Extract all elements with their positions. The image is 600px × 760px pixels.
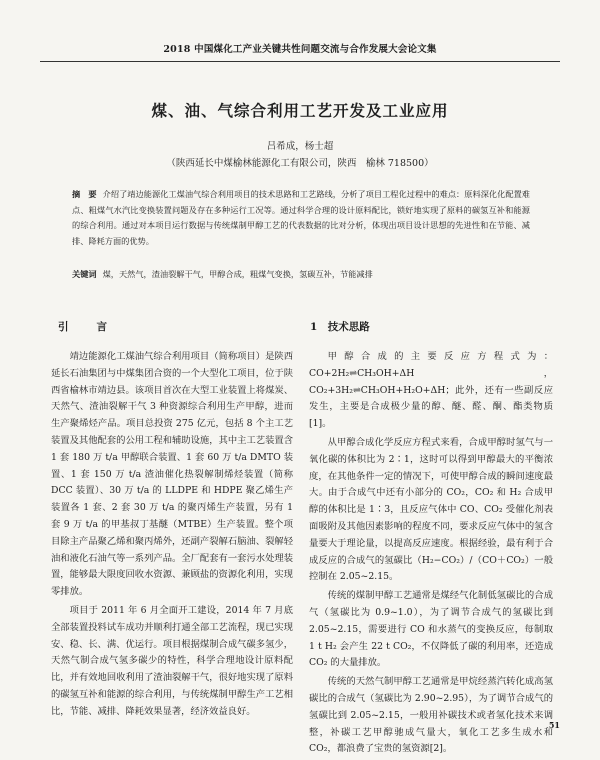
intro-heading-part1: 引: [58, 321, 69, 333]
page-number: 51: [548, 720, 560, 730]
section-heading-introduction: [58, 319, 107, 334]
abstract-label: 摘 要: [72, 189, 97, 199]
section-heading-technical-approach: 1 技术思路: [310, 321, 370, 333]
affiliation: （陕西延长中煤榆林能源化工有限公司，陕西 榆林 718500）: [166, 158, 434, 169]
paragraph: 靖边能源化工煤油气综合利用项目（简称项目）是陕西延长石油集团与中煤集团合资的一个大型化工项目，位于陕西省榆林市靖边县。该项目首次在大型工业装置上将煤炭、天然气、渣油裂解干气 3 种资源综合利用生产甲醇，进而生产聚烯烃产品。项目总投资 275 亿元，包括 8 个主工艺装置及其他配套的公用工程和辅助设施，其中主工艺装置含 1 套 180 万 t/a 甲醇联合装置、1 套 60 万 t/a DMTO 装置、1 套 150 万 t/a 渣油催化热裂解制烯烃装置（简称 DCC 装置）、30 万 t/a 的 LLDPE 和 HDPE 聚乙烯生产装置各 1 套、2 套 30 万 t/a 的聚丙烯生产装置，另有 1 套 9 万 t/a 的甲基叔丁基醚（MTBE）生产装置。整个项目除主产品聚乙烯和聚丙烯外，还副产裂解石脑油、裂解轻油和液化石油气等一系列产品。全厂配套有一套污水处理装置，能够最大限度回收水资源、兼顾盐的资源化利用，实现零排放。: [51, 351, 293, 598]
running-header: 2018 中国煤化工产业关键共性问题交流与合作发展大会论文集: [163, 44, 437, 55]
technical-approach-column: [309, 349, 553, 760]
paper-title: 煤、油、气综合利用工艺开发及工业应用: [151, 101, 449, 120]
paragraph: 从甲醇合成化学反应方程式来看，合成甲醇时氢气与一氧化碳的体积比为 2∶1，这时可以得到甲醇最大的平衡浓度，在其他条件一定的情况下，可使甲醇合成的瞬间速度最大。由于合成气中还有小部分的 CO₂，CO₂ 和 H₂ 合成甲醇的体积比是 1∶3，且反应气体中 CO、CO₂ 受催化剂表面吸附及其他因素影响的程度不同，要求反应气体中的氢含量要大于理论量，以提高反应速度。根据经验，最有利于合成反应的合成气的氢碳比（H₂−CO₂）/（CO＋CO₂）一般控制在 2.05~2.15。: [309, 436, 553, 583]
authors: 吕希成，杨士超: [266, 141, 334, 152]
abstract: [72, 187, 530, 249]
keywords-label: 关键词: [72, 269, 97, 279]
introduction-column: [51, 349, 293, 723]
keywords: [72, 267, 530, 282]
keywords-text: 煤，天然气，渣油裂解干气，甲醇合成，粗煤气变换，氢碳互补，节能减排: [102, 269, 373, 279]
paragraph: 传统的天然气制甲醇工艺通常是甲烷经蒸汽转化成高氢碳比的合成气（氢碳比为 2.90~2.95），为了调节合成气的氢碳比到 2.05~2.15，一般用补碳技术或者氢化技术来调整，补碳工艺甲醇驰成气量大，氧化工艺多生成水和 CO₂，都浪费了宝贵的氢资源[2]。: [309, 676, 553, 755]
abstract-text: 介绍了靖边能源化工煤油气综合利用项目的技术思路和工艺路线，分析了项目工程化过程中的难点：原料深化化配置难点、粗煤气水汽比变换装置问题及存在多种运行工况等。通过科学合理的设计原料配比，锁好地实现了原料的碳氢互补和能源的综合利用。通过对本项目运行数据与传统煤制甲醇工艺的代表数据的比对分析，体现出项目设计思想的先进性和在节能、减排、降耗方面的优势。: [72, 189, 530, 246]
intro-heading-part2: 言: [96, 321, 107, 333]
header-rule: [40, 61, 560, 62]
paragraph: 项目于 2011 年 6 月全面开工建设，2014 年 7 月底全部装置投料试车成功并顺利打通全部工艺流程，现已实现安、稳、长、满、优运行。项目根据煤制合成气碳多氢少，天然气制合成气氢多碳少的特性，科学合理地设计原料配比，并有效地回收利用了渣油裂解干气，很好地实现了原料的碳氢互补和能源的综合利用，与传统煤制甲醇生产工艺相比，节能、减排、降耗效果显著，经济效益良好。: [51, 604, 293, 717]
paragraph: 甲醇合成的主要反应方程式为：CO+2H₂⇌CH₃OH+ΔH，CO₂+3H₂⇌CH₃OH+H₂O+ΔH；此外，还有一些副反应发生，主要是合成极少量的醇、醚、醛、酮、酯类物质[1]。: [309, 351, 553, 430]
paragraph: 传统的煤制甲醇工艺通常是煤经气化制低氢碳比的合成气（氢碳比为 0.9~1.0），为了调节合成气的氢碳比到 2.05~2.15，需要进行 CO 和水蒸气的变换反应，每制取 1 t H₂ 会产生 22 t CO₂，不仅降低了碳的利用率，还造成 CO₂ 的大量排放。: [309, 590, 553, 669]
